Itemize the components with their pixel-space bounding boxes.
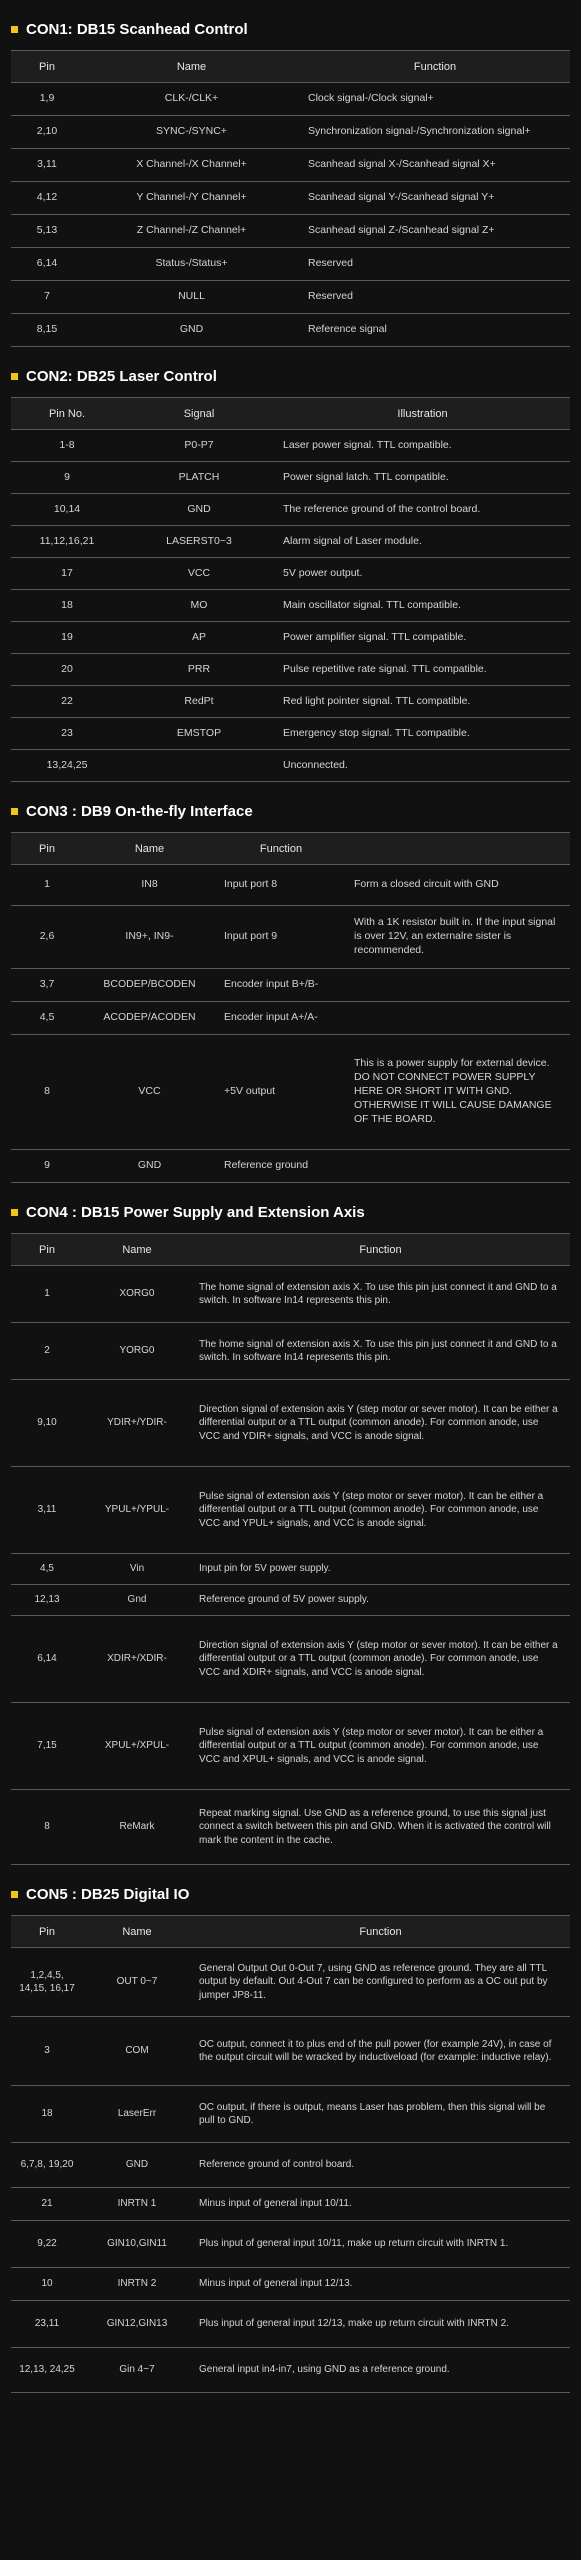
name-cell: Gnd (83, 1585, 191, 1616)
function-cell: Reserved (300, 248, 570, 281)
table-row (11, 1380, 570, 1467)
name-cell: GIN12,GIN13 (83, 2301, 191, 2348)
bullet-icon (11, 26, 18, 33)
name-cell: ACODEP/ACODEN (83, 1002, 216, 1035)
name-cell: BCODEP/BCODEN (83, 969, 216, 1002)
function-cell: Scanhead signal Y-/Scanhead signal Y+ (300, 182, 570, 215)
function-cell: OC output, if there is output, means Laser has problem, then this signal will be pull to GND. (191, 2086, 570, 2143)
name-cell: Vin (83, 1554, 191, 1585)
function-cell: +5V output (216, 1035, 346, 1150)
table-row (11, 281, 570, 314)
name-cell: GIN10,GIN11 (83, 2221, 191, 2268)
table-row (11, 750, 570, 782)
pin-cell: 1,9 (11, 83, 83, 116)
pin-cell: 11,12,16,21 (11, 526, 123, 558)
con1-title-text: CON1: DB15 Scanhead Control (26, 20, 248, 38)
table-row (11, 1002, 570, 1035)
note-cell: This is a power supply for external device. DO NOT CONNECT POWER SUPPLY HERE OR SHORT IT WITH GND. OTHERWISE IT WILL CAUSE DAMANGE OF THE BOARD. (346, 1035, 570, 1150)
table-row (11, 2221, 570, 2268)
illustration-cell: Alarm signal of Laser module. (275, 526, 570, 558)
name-cell: YORG0 (83, 1323, 191, 1380)
function-cell: Input pin for 5V power supply. (191, 1554, 570, 1585)
con2-section (11, 361, 570, 782)
pin-cell: 4,5 (11, 1002, 83, 1035)
table-row (11, 2086, 570, 2143)
table-row (11, 1150, 570, 1183)
table-row (11, 1703, 570, 1790)
note-cell: Form a closed circuit with GND (346, 865, 570, 906)
pin-cell: 10,14 (11, 494, 123, 526)
note-cell: With a 1K resistor built in. If the input signal is over 12V, an externalre sister is recommended. (346, 906, 570, 969)
table-row (11, 865, 570, 906)
table-row (11, 215, 570, 248)
pin-cell: 1,2,4,5, 14,15, 16,17 (11, 1948, 83, 2017)
name-cell: IN8 (83, 865, 216, 906)
signal-cell: LASERST0~3 (123, 526, 275, 558)
table-row (11, 2348, 570, 2393)
function-cell: Reference ground of control board. (191, 2143, 570, 2188)
table-row (11, 2143, 570, 2188)
pin-cell: 6,7,8, 19,20 (11, 2143, 83, 2188)
name-cell: VCC (83, 1035, 216, 1150)
con5-section (11, 1879, 570, 2393)
function-cell: Input port 8 (216, 865, 346, 906)
pin-cell: 8 (11, 1790, 83, 1865)
column-header: Name (83, 51, 300, 83)
column-header: Name (83, 1234, 191, 1266)
column-header: Function (216, 833, 346, 865)
table-row (11, 83, 570, 116)
pin-cell: 1-8 (11, 430, 123, 462)
pin-cell: 12,13 (11, 1585, 83, 1616)
table-row (11, 558, 570, 590)
signal-cell: GND (123, 494, 275, 526)
pin-cell: 20 (11, 654, 123, 686)
name-cell: IN9+, IN9- (83, 906, 216, 969)
signal-cell: PLATCH (123, 462, 275, 494)
name-cell: NULL (83, 281, 300, 314)
name-cell: Y Channel-/Y Channel+ (83, 182, 300, 215)
name-cell: Z Channel-/Z Channel+ (83, 215, 300, 248)
pin-cell: 9 (11, 462, 123, 494)
con5-table (11, 1915, 570, 2393)
pin-cell: 19 (11, 622, 123, 654)
column-header: Pin (11, 833, 83, 865)
pin-cell: 3,11 (11, 1467, 83, 1554)
con4-title-text: CON4 : DB15 Power Supply and Extension Axis (26, 1203, 365, 1221)
name-cell: INRTN 1 (83, 2188, 191, 2221)
table-row (11, 526, 570, 558)
name-cell: Gin 4~7 (83, 2348, 191, 2393)
pin-cell: 2,6 (11, 906, 83, 969)
table-row (11, 1616, 570, 1703)
table-row (11, 969, 570, 1002)
signal-cell: EMSTOP (123, 718, 275, 750)
function-cell: The home signal of extension axis X. To use this pin just connect it and GND to a switch. In software In14 represents this pin. (191, 1266, 570, 1323)
bullet-icon (11, 373, 18, 380)
con1-title (11, 14, 570, 44)
table-row (11, 182, 570, 215)
table-row (11, 1554, 570, 1585)
signal-cell (123, 750, 275, 782)
pin-cell: 22 (11, 686, 123, 718)
table-row (11, 430, 570, 462)
function-cell: Reference signal (300, 314, 570, 347)
function-cell: Input port 9 (216, 906, 346, 969)
table-row (11, 248, 570, 281)
table-row (11, 1948, 570, 2017)
function-cell: Direction signal of extension axis Y (step motor or sever motor). It can be either a differential output or a TTL output (common anode). For common anode, use VCC and XDIR+ signals, and VCC is anode signal. (191, 1616, 570, 1703)
column-header: Pin No. (11, 398, 123, 430)
con5-title-text: CON5 : DB25 Digital IO (26, 1885, 190, 1903)
con3-table (11, 832, 570, 1183)
name-cell: YDIR+/YDIR- (83, 1380, 191, 1467)
pin-cell: 1 (11, 1266, 83, 1323)
function-cell: OC output, connect it to plus end of the pull power (for example 24V), in case of the output circuit will be wracked by inductiveload (for example: inductive relay). (191, 2017, 570, 2086)
illustration-cell: The reference ground of the control board. (275, 494, 570, 526)
con2-title (11, 361, 570, 391)
bullet-icon (11, 1209, 18, 1216)
column-header (346, 833, 570, 865)
con4-section (11, 1197, 570, 1865)
illustration-cell: Red light pointer signal. TTL compatible. (275, 686, 570, 718)
pin-cell: 6,14 (11, 248, 83, 281)
con4-title (11, 1197, 570, 1227)
pin-cell: 18 (11, 2086, 83, 2143)
table-row (11, 2301, 570, 2348)
table-row (11, 686, 570, 718)
pin-cell: 23,11 (11, 2301, 83, 2348)
name-cell: GND (83, 1150, 216, 1183)
pin-cell: 4,12 (11, 182, 83, 215)
pin-cell: 9 (11, 1150, 83, 1183)
pin-cell: 3,11 (11, 149, 83, 182)
table-row (11, 314, 570, 347)
column-header: Name (83, 1916, 191, 1948)
function-cell: General input in4-in7, using GND as a reference ground. (191, 2348, 570, 2393)
table-row (11, 590, 570, 622)
pin-cell: 9,22 (11, 2221, 83, 2268)
name-cell: XORG0 (83, 1266, 191, 1323)
table-row (11, 116, 570, 149)
function-cell: Encoder input A+/A- (216, 1002, 346, 1035)
pin-cell: 7 (11, 281, 83, 314)
table-row (11, 1585, 570, 1616)
bullet-icon (11, 808, 18, 815)
pin-cell: 18 (11, 590, 123, 622)
illustration-cell: Pulse repetitive rate signal. TTL compatible. (275, 654, 570, 686)
function-cell: Synchronization signal-/Synchronization signal+ (300, 116, 570, 149)
pin-cell: 4,5 (11, 1554, 83, 1585)
function-cell: Clock signal-/Clock signal+ (300, 83, 570, 116)
table-row (11, 2268, 570, 2301)
signal-cell: VCC (123, 558, 275, 590)
illustration-cell: Unconnected. (275, 750, 570, 782)
pin-cell: 17 (11, 558, 123, 590)
function-cell: Pulse signal of extension axis Y (step motor or sever motor). It can be either a differential output or a TTL output (common anode). For common anode, use VCC and XPUL+ signals, and VCC is anode signal. (191, 1703, 570, 1790)
name-cell: INRTN 2 (83, 2268, 191, 2301)
pin-cell: 23 (11, 718, 123, 750)
table-row (11, 1035, 570, 1150)
function-cell: Scanhead signal Z-/Scanhead signal Z+ (300, 215, 570, 248)
column-header: Pin (11, 51, 83, 83)
name-cell: ReMark (83, 1790, 191, 1865)
note-cell (346, 1002, 570, 1035)
column-header: Pin (11, 1234, 83, 1266)
pin-cell: 5,13 (11, 215, 83, 248)
illustration-cell: Power amplifier signal. TTL compatible. (275, 622, 570, 654)
table-row (11, 1467, 570, 1554)
pin-cell: 8 (11, 1035, 83, 1150)
pin-cell: 1 (11, 865, 83, 906)
table-row (11, 718, 570, 750)
pin-cell: 7,15 (11, 1703, 83, 1790)
con1-section (11, 14, 570, 347)
function-cell: Reference ground of 5V power supply. (191, 1585, 570, 1616)
signal-cell: P0-P7 (123, 430, 275, 462)
column-header: Name (83, 833, 216, 865)
illustration-cell: Power signal latch. TTL compatible. (275, 462, 570, 494)
signal-cell: MO (123, 590, 275, 622)
pin-cell: 6,14 (11, 1616, 83, 1703)
note-cell (346, 1150, 570, 1183)
name-cell: XPUL+/XPUL- (83, 1703, 191, 1790)
table-row (11, 462, 570, 494)
function-cell: Reserved (300, 281, 570, 314)
table-row (11, 149, 570, 182)
pin-cell: 3 (11, 2017, 83, 2086)
table-row (11, 2017, 570, 2086)
bullet-icon (11, 1891, 18, 1898)
pin-cell: 10 (11, 2268, 83, 2301)
illustration-cell: Laser power signal. TTL compatible. (275, 430, 570, 462)
con1-table (11, 50, 570, 347)
function-cell: Plus input of general input 12/13, make up return circuit with INRTN 2. (191, 2301, 570, 2348)
function-cell: Minus input of general input 12/13. (191, 2268, 570, 2301)
note-cell (346, 969, 570, 1002)
name-cell: XDIR+/XDIR- (83, 1616, 191, 1703)
name-cell: SYNC-/SYNC+ (83, 116, 300, 149)
table-row (11, 1790, 570, 1865)
column-header: Function (300, 51, 570, 83)
table-row (11, 2188, 570, 2221)
con3-section (11, 796, 570, 1183)
pin-cell: 2 (11, 1323, 83, 1380)
function-cell: Pulse signal of extension axis Y (step motor or sever motor). It can be either a differential output or a TTL output (common anode). For common anode, use VCC and YPUL+ signals, and VCC is anode signal. (191, 1467, 570, 1554)
function-cell: Reference ground (216, 1150, 346, 1183)
function-cell: Repeat marking signal. Use GND as a reference ground, to use this signal just connect a switch between this pin and GND. When it is activated the control will mark the content in the cache. (191, 1790, 570, 1865)
con3-title (11, 796, 570, 826)
function-cell: Minus input of general input 10/11. (191, 2188, 570, 2221)
signal-cell: PRR (123, 654, 275, 686)
name-cell: YPUL+/YPUL- (83, 1467, 191, 1554)
function-cell: Plus input of general input 10/11, make up return circuit with INRTN 1. (191, 2221, 570, 2268)
pin-cell: 3,7 (11, 969, 83, 1002)
table-row (11, 1266, 570, 1323)
con5-title (11, 1879, 570, 1909)
con4-table (11, 1233, 570, 1865)
function-cell: The home signal of extension axis X. To use this pin just connect it and GND to a switch. In software In14 represents this pin. (191, 1323, 570, 1380)
pin-cell: 13,24,25 (11, 750, 123, 782)
pin-cell: 21 (11, 2188, 83, 2221)
column-header: Illustration (275, 398, 570, 430)
illustration-cell: Main oscillator signal. TTL compatible. (275, 590, 570, 622)
pin-cell: 8,15 (11, 314, 83, 347)
name-cell: CLK-/CLK+ (83, 83, 300, 116)
con2-table (11, 397, 570, 782)
table-row (11, 494, 570, 526)
name-cell: Status-/Status+ (83, 248, 300, 281)
illustration-cell: 5V power output. (275, 558, 570, 590)
name-cell: GND (83, 2143, 191, 2188)
function-cell: General Output Out 0-Out 7, using GND as reference ground. They are all TTL output by default. Out 4-Out 7 can be configured to perform as a OC out put by jumper JP8-11. (191, 1948, 570, 2017)
column-header: Signal (123, 398, 275, 430)
con2-title-text: CON2: DB25 Laser Control (26, 367, 217, 385)
name-cell: COM (83, 2017, 191, 2086)
table-row (11, 622, 570, 654)
table-row (11, 654, 570, 686)
pin-cell: 2,10 (11, 116, 83, 149)
con3-title-text: CON3 : DB9 On-the-fly Interface (26, 802, 253, 820)
table-row (11, 906, 570, 969)
pin-cell: 12,13, 24,25 (11, 2348, 83, 2393)
signal-cell: AP (123, 622, 275, 654)
table-row (11, 1323, 570, 1380)
pin-cell: 9,10 (11, 1380, 83, 1467)
name-cell: X Channel-/X Channel+ (83, 149, 300, 182)
column-header: Function (191, 1916, 570, 1948)
name-cell: LaserErr (83, 2086, 191, 2143)
signal-cell: RedPt (123, 686, 275, 718)
column-header: Function (191, 1234, 570, 1266)
name-cell: GND (83, 314, 300, 347)
name-cell: OUT 0~7 (83, 1948, 191, 2017)
function-cell: Encoder input B+/B- (216, 969, 346, 1002)
function-cell: Scanhead signal X-/Scanhead signal X+ (300, 149, 570, 182)
column-header: Pin (11, 1916, 83, 1948)
function-cell: Direction signal of extension axis Y (step motor or sever motor). It can be either a differential output or a TTL output (common anode). For common anode, use VCC and YDIR+ signals, and VCC is anode signal. (191, 1380, 570, 1467)
illustration-cell: Emergency stop signal. TTL compatible. (275, 718, 570, 750)
